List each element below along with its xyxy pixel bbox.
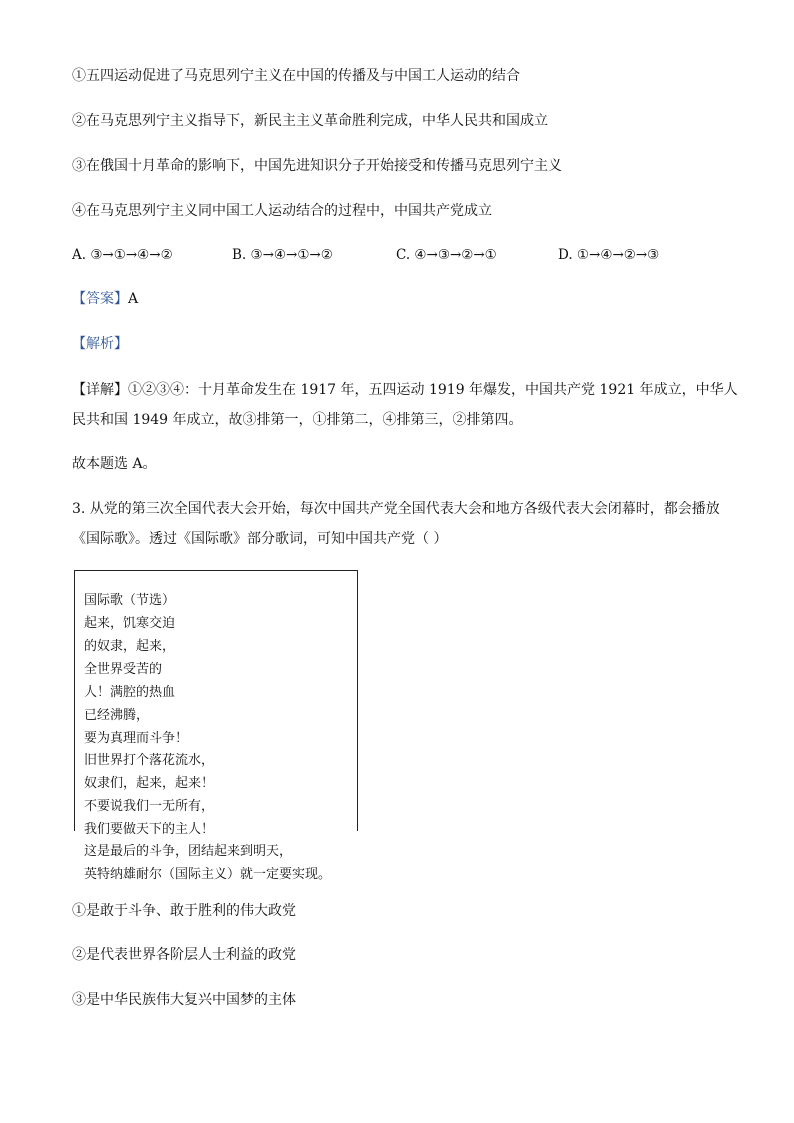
question-3-line-2: 《国际歌》。透过《国际歌》部分歌词，可知中国共产党（ ）: [72, 531, 448, 547]
choice-2: ②是代表世界各阶层人士利益的政党: [72, 947, 296, 963]
detail-text-1: ①②③④：十月革命发生在 1917 年，五四运动 1919 年爆发，中国共产党 1921 年成立，中华人: [128, 382, 738, 398]
song-title: 国际歌（节选）: [84, 593, 176, 608]
song-line: 这是最后的斗争，团结起来到明天，: [84, 844, 293, 859]
choice-1: ①是敢于斗争、敢于胜利的伟大政党: [72, 903, 296, 919]
song-line: 英特纳雄耐尔（国际主义）就一定要实现。: [84, 867, 332, 882]
question-3-line-1: 3. 从党的第三次全国代表大会开始，每次中国共产党全国代表大会和地方各级代表大会闭幕时，都会播放: [72, 501, 720, 517]
song-line: 旧世界打个落花流水，: [84, 753, 215, 768]
song-line: 我们要做天下的主人！: [84, 822, 215, 837]
analysis-line: [72, 335, 128, 353]
detail-line-1: [72, 381, 738, 399]
option-c: C. ④→③→②→①: [396, 247, 497, 263]
detail-line-2: 民共和国 1949 年成立，故③排第一，①排第二，④排第三，②排第四。: [72, 412, 523, 428]
song-line: 不要说我们一无所有，: [84, 799, 215, 814]
song-line: 起来，饥寒交迫: [84, 616, 176, 631]
statement-4: ④在马克思列宁主义同中国工人运动结合的过程中，中国共产党成立: [72, 203, 492, 219]
conclusion: 故本题选 A。: [72, 456, 157, 472]
song-line: 的奴隶，起来，: [84, 639, 176, 654]
choice-3: ③是中华民族伟大复兴中国梦的主体: [72, 992, 296, 1008]
song-line: 奴隶们，起来，起来！: [84, 776, 215, 791]
option-d: D. ①→④→②→③: [558, 247, 660, 263]
song-line: 全世界受苦的: [84, 662, 163, 677]
statement-3: ③在俄国十月革命的影响下，中国先进知识分子开始接受和传播马克思列宁主义: [72, 158, 562, 174]
statement-2: ②在马克思列宁主义指导下，新民主主义革命胜利完成，中华人民共和国成立: [72, 113, 548, 129]
option-b: B. ③→④→①→②: [232, 247, 333, 263]
answer-tag: 【答案】: [72, 291, 128, 307]
answer-line: [72, 290, 138, 308]
option-a: A. ③→①→④→②: [72, 247, 173, 263]
analysis-tag: 【解析】: [72, 336, 128, 352]
answer-value: A: [128, 291, 139, 307]
statement-1: ①五四运动促进了马克思列宁主义在中国的传播及与中国工人运动的结合: [72, 68, 520, 84]
song-line: 要为真理而斗争！: [84, 731, 189, 746]
song-line: 已经沸腾，: [84, 708, 150, 723]
song-line: 人！满腔的热血: [84, 685, 176, 700]
detail-tag: 【详解】: [72, 382, 128, 398]
